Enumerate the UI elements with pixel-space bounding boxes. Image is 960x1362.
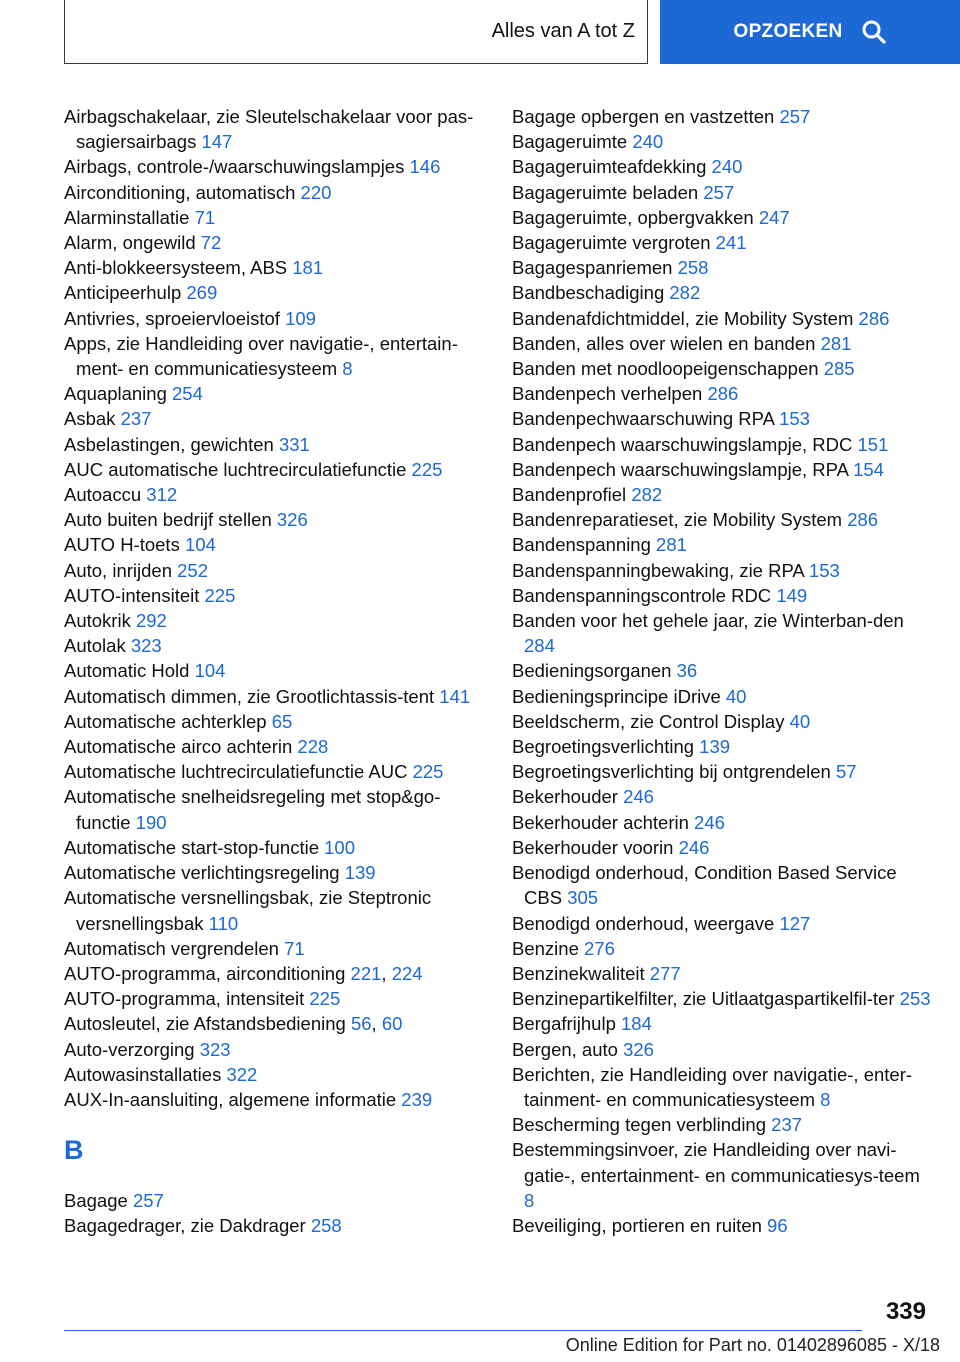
index-entry	[64, 532, 484, 557]
index-entry	[512, 1037, 932, 1062]
page-link[interactable]: 323	[130, 635, 162, 657]
index-entry-text: Automatische achterklep	[64, 710, 267, 732]
index-entry-text: Beeldscherm, zie Control Display	[512, 710, 785, 732]
index-list-a	[64, 104, 484, 1112]
index-entry-text: Bandenafdichtmiddel, zie Mobility System	[512, 307, 854, 329]
search-tab-button[interactable]	[660, 0, 960, 64]
index-entry	[512, 205, 932, 230]
index-entry-text: Berichten, zie Handleiding over navigatie-, enter-tainment- en communicatiesysteem	[512, 1063, 913, 1110]
index-entry-text: Alarm, ongewild	[64, 232, 196, 254]
page-link[interactable]: 57	[835, 761, 857, 783]
index-entry	[64, 154, 484, 179]
index-entry	[64, 709, 484, 734]
page-link[interactable]: 40	[725, 685, 747, 707]
index-column-right	[512, 104, 932, 1238]
page-link[interactable]: 225	[411, 458, 443, 480]
index-entry-text: Asbak	[64, 408, 116, 430]
index-entry-text: Automatische snelheidsregeling met stop&go-functie	[64, 786, 441, 833]
page-link[interactable]: 8	[524, 1189, 535, 1211]
index-entry-text: Bedieningsprincipe iDrive	[512, 685, 721, 707]
page-link[interactable]: 110	[208, 912, 239, 934]
index-entry	[64, 734, 484, 759]
index-entry-text: Bandenspanningbewaking, zie RPA	[512, 559, 804, 581]
page-link[interactable]: 286	[858, 307, 890, 329]
index-entry	[512, 658, 932, 683]
index-entry-text: Auto, inrijden	[64, 559, 172, 581]
page-link[interactable]: 239	[401, 1088, 433, 1110]
index-entry	[64, 835, 484, 860]
index-entry	[512, 432, 932, 457]
index-entry-text: Automatische start-stop-functie	[64, 836, 319, 858]
index-entry-text: Airbags, controle-/waarschuwingslampjes	[64, 156, 405, 178]
index-entry	[64, 885, 484, 935]
index-entry-text: Bekerhouder	[512, 786, 618, 808]
index-entry	[512, 1137, 932, 1213]
index-entry	[512, 583, 932, 608]
index-entry	[64, 180, 484, 205]
index-entry-text: Bagagedrager, zie Dakdrager	[64, 1215, 306, 1237]
index-entry	[512, 835, 932, 860]
index-entry-text: Airbagschakelaar, zie Sleutelschakelaar voor pas-sagiersairbags	[64, 106, 474, 153]
page-link[interactable]: 220	[300, 181, 332, 203]
index-entry-text: Bedieningsorganen	[512, 660, 672, 682]
index-column-left	[64, 104, 484, 1239]
page-link[interactable]: 56	[350, 1013, 372, 1035]
page-link[interactable]: 139	[699, 736, 731, 758]
footer-edition-text: Online Edition for Part no. 01402896085 - X/18	[565, 1335, 940, 1355]
index-entry-text: Benzinekwaliteit	[512, 962, 645, 984]
index-entry-text: Bagage opbergen en vastzetten	[512, 106, 775, 127]
index-entry	[512, 154, 932, 179]
page-link[interactable]: 253	[899, 988, 931, 1010]
index-entry	[64, 432, 484, 457]
page-link[interactable]: 282	[669, 282, 701, 304]
index-entry-text: Bagageruimte	[512, 131, 628, 153]
page-link[interactable]: 269	[186, 282, 218, 304]
index-entry	[512, 180, 932, 205]
page-link[interactable]: 225	[309, 988, 341, 1010]
index-entry-text: Automatische airco achterin	[64, 736, 293, 758]
page-link[interactable]: 104	[194, 660, 226, 682]
page-link[interactable]: 96	[767, 1214, 788, 1236]
page-link[interactable]: 190	[135, 811, 167, 833]
page-link[interactable]: 225	[412, 761, 444, 783]
index-entry-text: Benodigd onderhoud, Condition Based Service CBS	[512, 862, 897, 909]
index-entry	[64, 280, 484, 305]
index-entry	[64, 608, 484, 633]
index-entry-text: Automatische versnellingsbak, zie Steptronic versnellingsbak	[64, 887, 432, 934]
index-entry-text: Bagageruimte vergroten	[512, 232, 711, 254]
page-link[interactable]: 285	[823, 358, 855, 380]
index-entry	[64, 558, 484, 583]
index-entry-text: Banden voor het gehele jaar, zie Winterban-den	[512, 610, 904, 632]
index-entry	[64, 684, 484, 709]
index-entry	[512, 558, 932, 583]
index-entry-text: Anti-blokkeersysteem, ABS	[64, 257, 288, 279]
page-link[interactable]: 146	[409, 156, 441, 178]
index-entry	[64, 658, 484, 683]
index-entry-text: AUC automatische luchtrecirculatiefunctie	[64, 458, 407, 480]
index-entry-text: AUTO-programma, airconditioning	[64, 962, 346, 984]
index-entry-text: Automatische verlichtingsregeling	[64, 862, 340, 884]
page-link[interactable]: 8	[820, 1088, 831, 1110]
index-tab-label: Alles van A tot Z	[491, 20, 635, 42]
index-entry	[64, 331, 484, 381]
index-entry-text: Anticipeerhulp	[64, 282, 182, 304]
index-entry-text: Benodigd onderhoud, weergave	[512, 912, 775, 934]
page-link[interactable]: 151	[857, 433, 889, 455]
page-link[interactable]: 257	[132, 1190, 164, 1212]
page-link[interactable]: 127	[779, 912, 811, 934]
index-entry-text: Benzine	[512, 937, 579, 959]
page-link[interactable]: 257	[779, 106, 811, 127]
index-entry	[512, 381, 932, 406]
magnifier-icon	[861, 19, 887, 45]
index-tab[interactable]	[64, 0, 648, 64]
index-list-b-continued	[512, 104, 932, 1238]
index-entry	[512, 684, 932, 709]
index-entry-text: Asbelastingen, gewichten	[64, 433, 274, 455]
index-entry	[64, 306, 484, 331]
page-link[interactable]: 286	[707, 383, 739, 405]
index-entry	[512, 104, 932, 129]
index-entry	[512, 734, 932, 759]
index-entry-text: Benzinepartikelfilter, zie Uitlaatgaspartikelfil-ter	[512, 988, 895, 1010]
index-entry	[512, 306, 932, 331]
page-link[interactable]: 281	[820, 332, 852, 354]
index-entry-text: Automatisch dimmen, zie Grootlichtassis-tent	[64, 685, 435, 707]
page-link[interactable]: 224	[391, 962, 423, 984]
page-link[interactable]: 153	[808, 559, 840, 581]
index-entry-text: Begroetingsverlichting	[512, 736, 695, 758]
index-entry	[512, 709, 932, 734]
page-link[interactable]: 277	[649, 962, 681, 984]
index-entry-text: AUTO-programma, intensiteit	[64, 988, 305, 1010]
index-entry-text: Bekerhouder voorin	[512, 836, 674, 858]
index-entry-text: Begroetingsverlichting bij ontgrendelen	[512, 761, 831, 783]
index-entry	[64, 759, 484, 784]
index-entry-text: Bagageruimte, opbergvakken	[512, 206, 754, 228]
index-entry-text: Banden met noodloopeigenschappen	[512, 358, 819, 380]
index-entry-text: Auto buiten bedrijf stellen	[64, 509, 272, 531]
page-link[interactable]: 331	[278, 433, 310, 455]
index-entry-text: AUTO H-toets	[64, 534, 180, 556]
index-entry	[64, 936, 484, 961]
page-link[interactable]: 71	[194, 206, 216, 228]
index-entry	[64, 406, 484, 431]
index-entry	[512, 810, 932, 835]
page-link[interactable]: 72	[200, 232, 222, 254]
index-entry	[512, 936, 932, 961]
index-entry-text: Bandenpech waarschuwingslampje, RPA	[512, 458, 848, 480]
index-list-b	[64, 1188, 484, 1238]
page-link[interactable]: 246	[623, 786, 654, 808]
index-entry-text: Automatic Hold	[64, 660, 190, 682]
page-link[interactable]: 258	[310, 1215, 342, 1237]
index-entry-text: Bandenprofiel	[512, 484, 627, 506]
index-entry-text: Bagageruimteafdekking	[512, 156, 707, 178]
page-link[interactable]: 240	[632, 131, 664, 153]
index-entry	[512, 129, 932, 154]
page-link[interactable]: 221	[350, 962, 382, 984]
index-entry	[64, 860, 484, 885]
index-entry-text: Autosleutel, zie Afstandsbediening	[64, 1013, 346, 1035]
page-link[interactable]: 252	[177, 559, 208, 581]
index-entry-text: Auto-verzorging	[64, 1038, 195, 1060]
index-entry-text: Bergen, auto	[512, 1038, 618, 1060]
index-entry-text: Autoaccu	[64, 484, 142, 506]
index-entry-text: Autowasinstallaties	[64, 1063, 222, 1085]
index-entry	[64, 784, 484, 834]
index-entry-text: Bandenpech waarschuwingslampje, RDC	[512, 433, 853, 455]
page-link[interactable]: 246	[678, 836, 710, 858]
index-entry	[64, 482, 484, 507]
index-entry	[512, 230, 932, 255]
index-entry-text: Bagageruimte beladen	[512, 181, 699, 203]
page-number: 339	[885, 1298, 926, 1325]
index-entry: Autosleutel, zie Afstandsbediening 56, 60	[64, 1013, 403, 1035]
page-link[interactable]: 71	[284, 937, 305, 959]
page-link[interactable]: 257	[703, 181, 735, 203]
index-entry-text: Bandenreparatieset, zie Mobility System	[512, 509, 843, 531]
index-entry	[512, 482, 932, 507]
index-entry-text: Banden, alles over wielen en banden	[512, 332, 816, 354]
page-link[interactable]: 181	[292, 257, 324, 279]
index-entry-text: Autolak	[64, 635, 126, 657]
index-entry	[512, 406, 932, 431]
index-entry-text: Bandenpechwaarschuwing RPA	[512, 408, 774, 430]
page-link[interactable]: 286	[847, 509, 879, 531]
page-link[interactable]: 284	[524, 635, 555, 657]
index-entry	[512, 608, 932, 658]
index-entry-text: Bandenspanningscontrole RDC	[512, 584, 772, 606]
index-entry-text: AUTO-intensiteit	[64, 584, 200, 606]
index-entry	[64, 457, 484, 482]
page-link[interactable]: 241	[715, 232, 747, 254]
index-entry	[512, 1112, 932, 1137]
page-link[interactable]: 240	[711, 156, 743, 178]
page-link[interactable]: 109	[285, 307, 316, 329]
page-link[interactable]: 228	[297, 736, 329, 758]
index-entry	[64, 633, 484, 658]
index-entry-text: Bagage	[64, 1190, 128, 1212]
page-link[interactable]: 141	[439, 685, 471, 707]
index-entry-text: AUX-In-aansluiting, algemene informatie	[64, 1088, 397, 1110]
page-link[interactable]: 40	[789, 710, 811, 732]
page-link[interactable]: 282	[631, 484, 663, 506]
page-link[interactable]: 149	[776, 584, 808, 606]
page-link[interactable]: 326	[623, 1038, 654, 1060]
page-link[interactable]: 326	[276, 509, 308, 531]
index-entry	[64, 381, 484, 406]
index-entry	[64, 583, 484, 608]
index-entry-text: Bergafrijhulp	[512, 1013, 616, 1035]
page-link[interactable]: 254	[172, 383, 203, 405]
index-entry	[512, 331, 932, 356]
search-tab-label: OPZOEKEN	[733, 21, 843, 42]
page-link[interactable]: 36	[676, 660, 698, 682]
index-entry	[64, 507, 484, 532]
page-link[interactable]: 292	[135, 610, 167, 632]
page-link[interactable]: 246	[694, 811, 725, 833]
index-entry	[512, 759, 932, 784]
index-entry	[512, 986, 932, 1011]
index-entry: AUTO-programma, airconditioning 221, 224	[64, 962, 423, 984]
index-entry	[64, 255, 484, 280]
index-entry	[512, 255, 932, 280]
index-entry	[64, 1213, 484, 1238]
index-entry-text: Bescherming tegen verblinding	[512, 1114, 767, 1136]
index-entry-text: Bestemmingsinvoer, zie Handleiding over navi-gatie-, entertainment- en communicatiesys-teem	[512, 1139, 920, 1186]
index-entry	[512, 507, 932, 532]
page-link[interactable]: 323	[199, 1038, 231, 1060]
footer-divider	[64, 1330, 862, 1331]
page-link[interactable]: 154	[853, 458, 884, 480]
index-entry	[512, 911, 932, 936]
page-link[interactable]: 147	[201, 131, 233, 153]
page-link[interactable]: 312	[146, 484, 178, 506]
index-entry-text: Alarminstallatie	[64, 206, 190, 228]
page-link[interactable]: 305	[567, 887, 599, 909]
index-entry	[512, 457, 932, 482]
index-entry-text: Bandenpech verhelpen	[512, 383, 703, 405]
index-entry-text: Airconditioning, automatisch	[64, 181, 296, 203]
page-link[interactable]: 139	[344, 862, 376, 884]
page-link[interactable]: 276	[584, 937, 615, 959]
index-entry	[64, 205, 484, 230]
index-entry	[512, 1213, 932, 1238]
index-entry	[64, 1087, 484, 1112]
index-entry	[512, 532, 932, 557]
page-link[interactable]: 100	[324, 836, 356, 858]
index-entry	[64, 104, 484, 154]
page-link[interactable]: 153	[779, 408, 810, 430]
index-entry-text: Autokrik	[64, 610, 131, 632]
index-entry	[512, 784, 932, 809]
index-entry	[512, 280, 932, 305]
page-link[interactable]: 258	[677, 257, 709, 279]
index-entry-text: Bandenspanning	[512, 534, 651, 556]
index-entry	[64, 1062, 484, 1087]
index-entry-text: Apps, zie Handleiding over navigatie-, entertain-ment- en communicatiesysteem	[64, 332, 458, 380]
index-entry	[512, 1062, 932, 1112]
page-link[interactable]: 184	[621, 1013, 652, 1035]
index-entry-text: Beveiliging, portieren en ruiten	[512, 1214, 762, 1236]
page-link[interactable]: 104	[184, 534, 216, 556]
page-link[interactable]: 60	[381, 1013, 403, 1035]
index-entry	[512, 356, 932, 381]
index-entry-text: Bekerhouder achterin	[512, 811, 689, 833]
index-entry	[64, 986, 484, 1011]
index-entry	[512, 860, 932, 910]
page-link[interactable]: 237	[120, 408, 152, 430]
page-link[interactable]: 322	[226, 1063, 258, 1085]
page-link[interactable]: 8	[342, 358, 353, 380]
index-entry-text: Bandbeschadiging	[512, 282, 665, 304]
index-entry-text: Bagagespanriemen	[512, 257, 673, 279]
page-link[interactable]: 281	[656, 534, 687, 556]
page-link[interactable]: 237	[771, 1114, 803, 1136]
index-entry	[512, 1011, 932, 1036]
section-letter: B	[64, 1135, 84, 1166]
index-entry	[64, 1188, 484, 1213]
page-link[interactable]: 65	[271, 710, 293, 732]
index-entry-text: Aquaplaning	[64, 383, 167, 405]
page-link[interactable]: 225	[204, 584, 236, 606]
index-entry	[64, 230, 484, 255]
index-entry-text: Antivries, sproeiervloeistof	[64, 307, 280, 329]
index-entry	[512, 961, 932, 986]
index-entry-text: Automatische luchtrecirculatiefunctie AUC	[64, 761, 408, 783]
index-entry	[64, 1037, 484, 1062]
index-entry-text: Automatisch vergrendelen	[64, 937, 279, 959]
page-link[interactable]: 247	[758, 206, 790, 228]
